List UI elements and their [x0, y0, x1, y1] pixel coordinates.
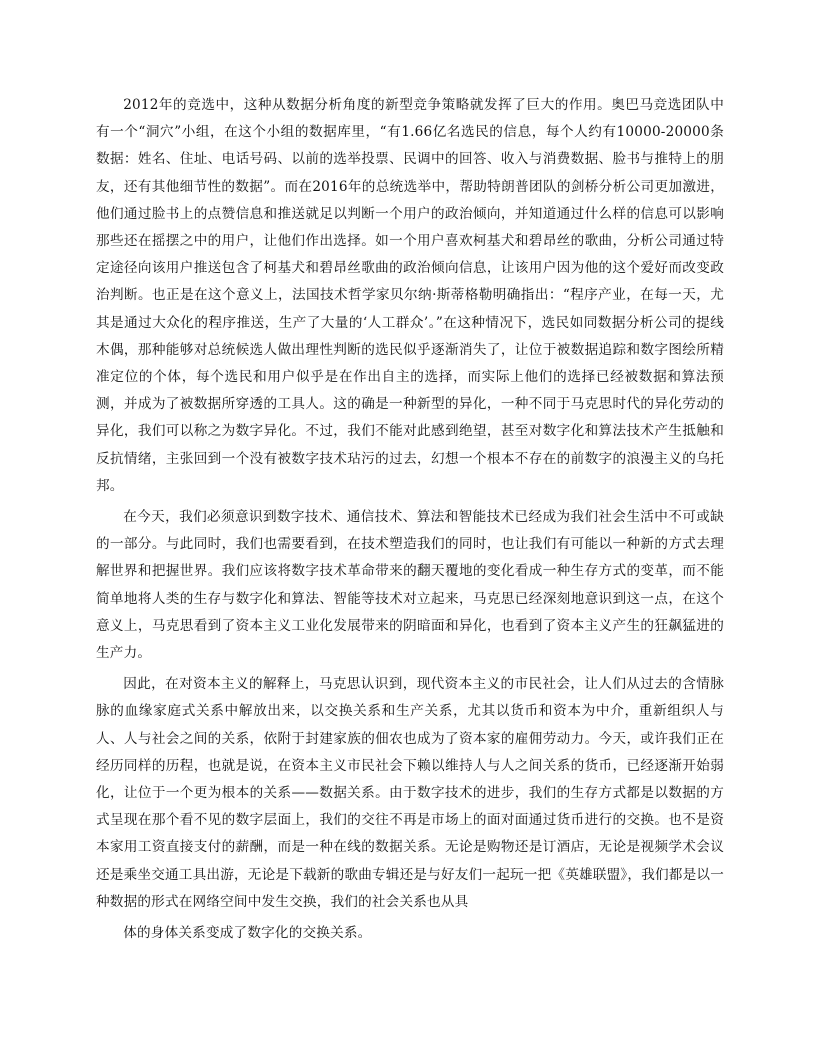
paragraph-3: 因此，在对资本主义的解释上，马克思认识到，现代资本主义的市民社会，让人们从过去的含情脉脉的血缘家庭式关系中解放出来，以交换关系和生产关系，尤其以货币和资本为中介，重新组织人与人、人与社会之间的关系，依附于封建家族的佃农也成为了资本家的雇佣劳动力。今天，或许我们正在经历同样的历程，也就是说，在资本主义市民社会下赖以维持人与人之间关系的货币，已经逐渐开始弱化，让位于一个更为根本的关系——数据关系。由于数字技术的进步，我们的生存方式都是以数据的方式呈现在那个看不见的数字层面上，我们的交往不再是市场上的面对面通过货币进行的交换。也不是资本家用工资直接支付的薪酬，而是一种在线的数据关系。无论是购物还是订酒店，无论是视频学术会议还是乘坐交通工具出游，无论是下载新的歌曲专辑还是与好友们一起玩一把《英雄联盟》，我们都是以一种数据的形式在网络空间中发生交换，我们的社会关系也从具: [96, 676, 724, 910]
paragraph-4: 体的身体关系变成了数字化的交换关系。: [123, 925, 372, 942]
document-page: [96, 92, 724, 947]
paragraph-1: 2012年的竞选中，这种从数据分析角度的新型竞争策略就发挥了巨大的作用。奥巴马竞选团队中有一个“洞穴”小组，在这个小组的数据库里，“有1.66亿名选民的信息，每个人约有10000-20000条数据：姓名、住址、电话号码、以前的选举投票、民调中的回答、收入与消费数据、脸书与推特上的朋友，还有其他细节性的数据”。而在2016年的总统选举中，帮助特朗普团队的剑桥分析公司更加激进，他们通过脸书上的点赞信息和推送就足以判断一个用户的政治倾向，并知道通过什么样的信息可以影响那些还在摇摆之中的用户，让他们作出选择。如一个用户喜欢柯基犬和碧昂丝的歌曲，分析公司通过特定途径向该用户推送包含了柯基犬和碧昂丝歌曲的政治倾向信息，让该用户因为他的这个爱好而改变政治判断。也正是在这个意义上，法国技术哲学家贝尔纳·斯蒂格勒明确指出：“程序产业，在每一天，尤其是通过大众化的程序推送，生产了大量的‘人工群众’。”在这种情况下，选民如同数据分析公司的提线木偶，那种能够对总统候选人做出理性判断的选民似乎逐渐消失了，让位于被数据追踪和数字图绘所精准定位的个体，每个选民和用户似乎是在作出自主的选择，而实际上他们的选择已经被数据和算法预测，并成为了被数据所穿透的工具人。这的确是一种新型的异化，一种不同于马克思时代的异化劳动的异化，我们可以称之为数字异化。不过，我们不能对此感到绝望，甚至对数字化和算法技术产生抵触和反抗情绪，主张回到一个没有被数字技术玷污的过去，幻想一个根本不存在的前数字的浪漫主义的乌托邦。: [96, 97, 724, 494]
paragraph-2: 在今天，我们必须意识到数字技术、通信技术、算法和智能技术已经成为我们社会生活中不可或缺的一部分。与此同时，我们也需要看到，在技术塑造我们的同时，也让我们有可能以一种新的方式去理解世界和把握世界。我们应该将数字技术革命带来的翻天覆地的变化看成一种生存方式的变革，而不能简单地将人类的生存与数字化和算法、智能等技术对立起来，马克思已经深刻地意识到这一点，在这个意义上，马克思看到了资本主义工业化发展带来的阴暗面和异化，也看到了资本主义产生的狂飙猛进的生产力。: [96, 509, 724, 662]
